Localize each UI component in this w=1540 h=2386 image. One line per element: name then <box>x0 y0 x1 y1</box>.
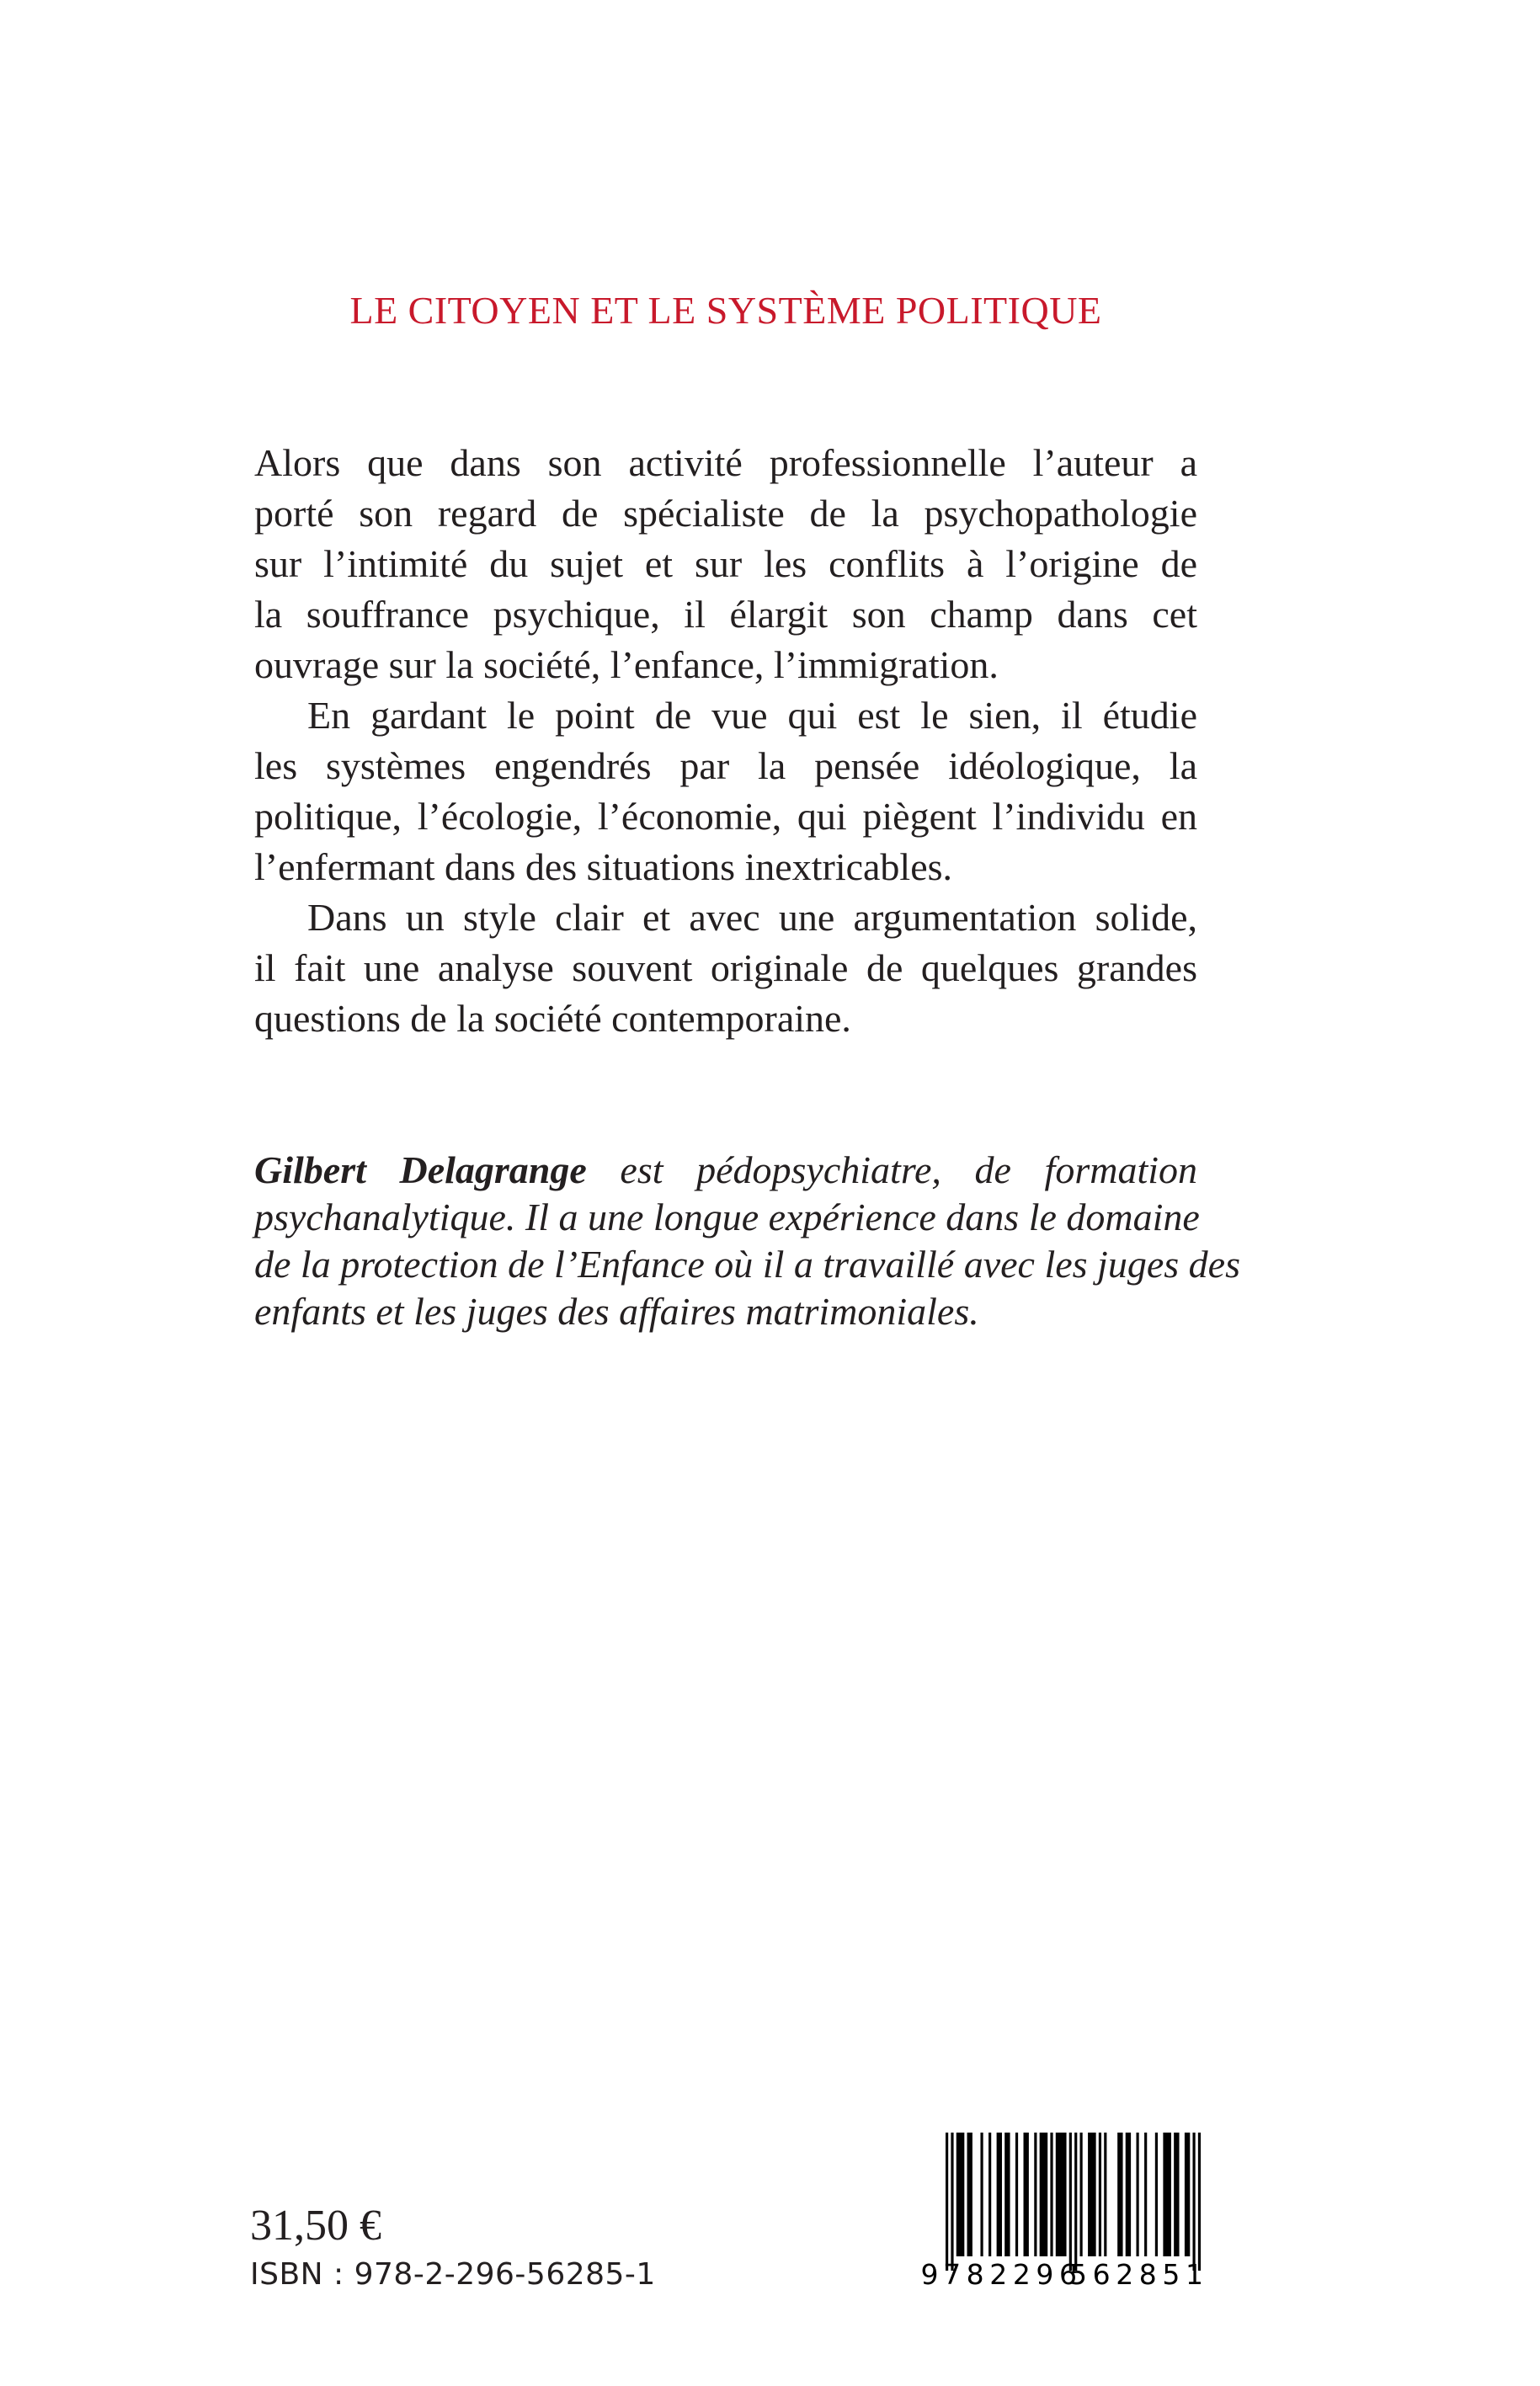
barcode-graphic <box>918 2133 1208 2293</box>
blurb-line: Alors que dans son activité professionnelle l’auteur a <box>254 441 1197 484</box>
svg-text:9: 9 <box>920 2258 939 2291</box>
blurb-line: porté son regard de spécialiste de la psychopathologie <box>254 492 1197 535</box>
blurb-line: politique, l’écologie, l’économie, qui piègent l’individu en <box>254 795 1197 838</box>
author-bio <box>254 1147 1240 1335</box>
author-bio-line: de la protection de l’Enfance où il a travaillé avec les juges des <box>254 1243 1240 1286</box>
blurb-line: En gardant le point de vue qui est le sien, il étudie <box>307 694 1197 737</box>
blurb-line: questions de la société contemporaine. <box>254 997 851 1040</box>
svg-text:5 6 2 8 5 1: 5 6 2 8 5 1 <box>1069 2258 1203 2291</box>
blurb-line: Dans un style clair et avec une argumentation solide, <box>307 896 1197 939</box>
price: 31,50 € <box>250 2202 381 2250</box>
book-title: LE CITOYEN ET LE SYSTÈME POLITIQUE <box>349 289 1102 332</box>
blurb-line: les systèmes engendrés par la pensée idéologique, la <box>254 744 1197 787</box>
isbn: ISBN : 978-2-296-56285-1 <box>250 2257 656 2292</box>
blurb-line: sur l’intimité du sujet et sur les conflits à l’origine de <box>254 542 1197 585</box>
blurb-line: la souffrance psychique, il élargit son champ dans cet <box>254 593 1197 636</box>
ean13-barcode <box>918 2133 1208 2293</box>
blurb <box>254 438 1197 1044</box>
blurb-line: l’enfermant dans des situations inextricables. <box>254 845 953 888</box>
author-bio-text: est pédopsychiatre, de formation <box>620 1148 1197 1191</box>
blurb-line: ouvrage sur la société, l’enfance, l’immigration. <box>254 643 999 686</box>
svg-text:7 8 2 2 9 6: 7 8 2 2 9 6 <box>943 2258 1078 2291</box>
blurb-line: il fait une analyse souvent originale de quelques grandes <box>254 946 1197 989</box>
author-bio-first-line <box>254 1147 1197 1194</box>
author-bio-line: enfants et les juges des affaires matrimoniales. <box>254 1290 979 1333</box>
author-name: Gilbert Delagrange <box>254 1148 587 1191</box>
author-bio-line: psychanalytique. Il a une longue expérience dans le domaine <box>254 1196 1200 1238</box>
